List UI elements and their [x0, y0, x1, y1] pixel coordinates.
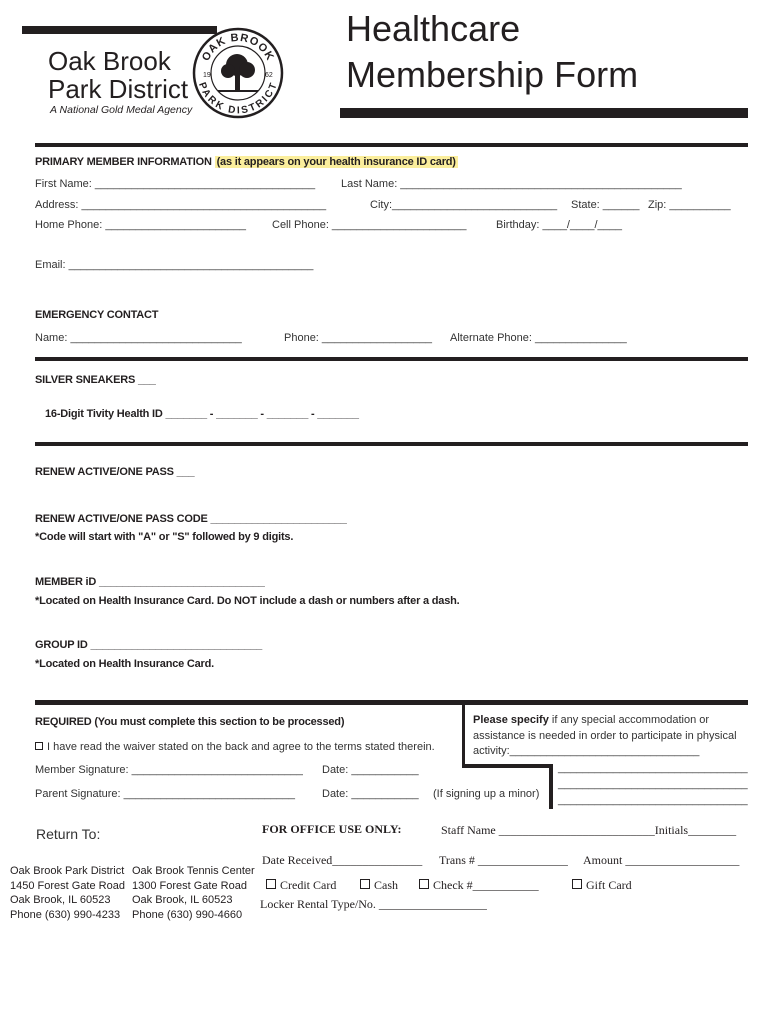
first-name-field[interactable]: First Name: ____________________________________ [35, 178, 316, 190]
accommodation-field-line2[interactable]: _______________________________ [558, 762, 748, 774]
accommodation-box-left [462, 700, 465, 767]
office-heading: FOR OFFICE USE ONLY: [262, 822, 402, 836]
parent-signature-field[interactable]: Parent Signature: ____________________________ [35, 788, 295, 800]
divider-4 [35, 700, 748, 705]
cash-checkbox [360, 879, 370, 889]
accommodation-line2: assistance is needed in order to participate in physical [473, 730, 737, 742]
member-id-note: *Located on Health Insurance Card. Do NOT include a dash or numbers after a dash. [35, 595, 460, 607]
renew-code-field[interactable]: RENEW ACTIVE/ONE PASS CODE _______________________ [35, 513, 347, 525]
credit-card-option[interactable]: Credit Card [266, 878, 336, 893]
check-option[interactable]: Check #___________ [419, 878, 539, 893]
return-col-park-district [10, 864, 125, 922]
renew-heading[interactable]: RENEW ACTIVE/ONE PASS ___ [35, 466, 195, 478]
silver-sneakers-heading[interactable]: SILVER SNEAKERS ___ [35, 374, 156, 386]
accommodation-line1: Please specify if any special accommodation or [473, 714, 710, 726]
member-date-field[interactable]: Date: ___________ [322, 764, 419, 776]
header-bottom-bar [340, 108, 748, 118]
org-name-line2: Park District [48, 74, 189, 104]
return-heading: Return To: [36, 826, 101, 842]
parent-date-field[interactable]: Date: ___________ [322, 788, 419, 800]
tagline: A National Gold Medal Agency [50, 104, 193, 116]
emergency-heading: EMERGENCY CONTACT [35, 309, 159, 321]
emergency-name-field[interactable]: Name: ____________________________ [35, 332, 242, 344]
required-heading: REQUIRED (You must complete this section to be processed) [35, 716, 345, 728]
check-checkbox [419, 879, 429, 889]
member-signature-field[interactable]: Member Signature: ____________________________ [35, 764, 303, 776]
return-col-tennis-center [132, 864, 255, 922]
state-field[interactable]: State: ______ [571, 199, 640, 211]
accommodation-label: Please specify [473, 714, 549, 726]
amount-field[interactable]: Amount ___________________ [583, 853, 740, 867]
birthday-field[interactable]: Birthday: ____/____/____ [496, 219, 622, 231]
address-line: Oak Brook, IL 60523 [10, 894, 111, 906]
address-line: 1300 Forest Gate Road [132, 879, 247, 892]
seal-year-right: 62 [265, 72, 273, 79]
address-line: Phone (630) 990-4660 [132, 908, 243, 921]
divider-2 [35, 357, 748, 361]
accommodation-box-stem [549, 764, 553, 809]
minor-note: (If signing up a minor) [433, 788, 540, 800]
group-id-field[interactable]: GROUP ID _____________________________ [35, 639, 263, 651]
divider-1 [35, 143, 748, 147]
form-title-line1: Healthcare [346, 8, 521, 49]
cash-option[interactable]: Cash [360, 878, 398, 893]
address-line: Oak Brook Tennis Center [132, 865, 255, 877]
zip-field[interactable]: Zip: __________ [648, 199, 731, 211]
staff-initials-field[interactable]: Staff Name __________________________Initials________ [441, 823, 737, 837]
address-line: 1450 Forest Gate Road [10, 879, 125, 892]
seal-year-left: 19 [203, 72, 211, 79]
renew-code-note: *Code will start with "A" or "S" followed by 9 digits. [35, 531, 294, 543]
emergency-alt-phone-field[interactable]: Alternate Phone: _______________ [450, 332, 627, 344]
date-received-field[interactable]: Date Received_______________ [262, 853, 423, 867]
home-phone-field[interactable]: Home Phone: _______________________ [35, 219, 247, 231]
group-id-note: *Located on Health Insurance Card. [35, 658, 215, 670]
last-name-field[interactable]: Last Name: ______________________________________________ [341, 178, 682, 190]
header-top-bar [22, 26, 217, 34]
credit-card-checkbox [266, 879, 276, 889]
seal-top-text: OAK BROOK [199, 31, 277, 64]
park-district-seal [192, 27, 284, 119]
accommodation-field-line3[interactable]: _______________________________ [558, 778, 748, 790]
trans-field[interactable]: Trans # _______________ [439, 853, 568, 867]
city-field[interactable]: City:___________________________ [370, 199, 558, 211]
org-name-line1: Oak Brook [48, 46, 171, 76]
waiver-text: I have read the waiver stated on the back and agree to the terms stated therein. [47, 741, 435, 753]
email-field[interactable]: Email: ________________________________________ [35, 259, 314, 271]
primary-heading: PRIMARY MEMBER INFORMATION (as it appears on your health insurance ID card) [35, 156, 456, 168]
locker-rental-field[interactable]: Locker Rental Type/No. __________________ [260, 897, 487, 911]
accommodation-field[interactable]: activity:_______________________________ [473, 745, 700, 757]
cell-phone-field[interactable]: Cell Phone: ______________________ [272, 219, 467, 231]
accommodation-box-bottom [462, 764, 553, 768]
emergency-phone-field[interactable]: Phone: __________________ [284, 332, 433, 344]
gift-card-option[interactable]: Gift Card [572, 878, 632, 893]
divider-3 [35, 442, 748, 446]
tivity-id-field[interactable]: 16-Digit Tivity Health ID _______ - _______ - _______ - _______ [45, 408, 359, 420]
accommodation-field-line4[interactable]: _______________________________ [558, 794, 748, 806]
address-line: Oak Brook Park District [10, 865, 125, 877]
form-title-line2: Membership Form [346, 54, 639, 95]
gift-card-checkbox [572, 879, 582, 889]
address-field[interactable]: Address: ________________________________________ [35, 199, 327, 211]
member-id-field[interactable]: MEMBER iD ____________________________ [35, 576, 265, 588]
waiver-checkbox-row[interactable] [35, 741, 435, 753]
address-line: Oak Brook, IL 60523 [132, 894, 233, 906]
seal-bottom-text: PARK DISTRICT [196, 80, 280, 117]
address-line: Phone (630) 990-4233 [10, 908, 121, 921]
primary-heading-note: (as it appears on your health insurance ID card) [216, 156, 456, 168]
waiver-checkbox[interactable] [35, 742, 43, 750]
